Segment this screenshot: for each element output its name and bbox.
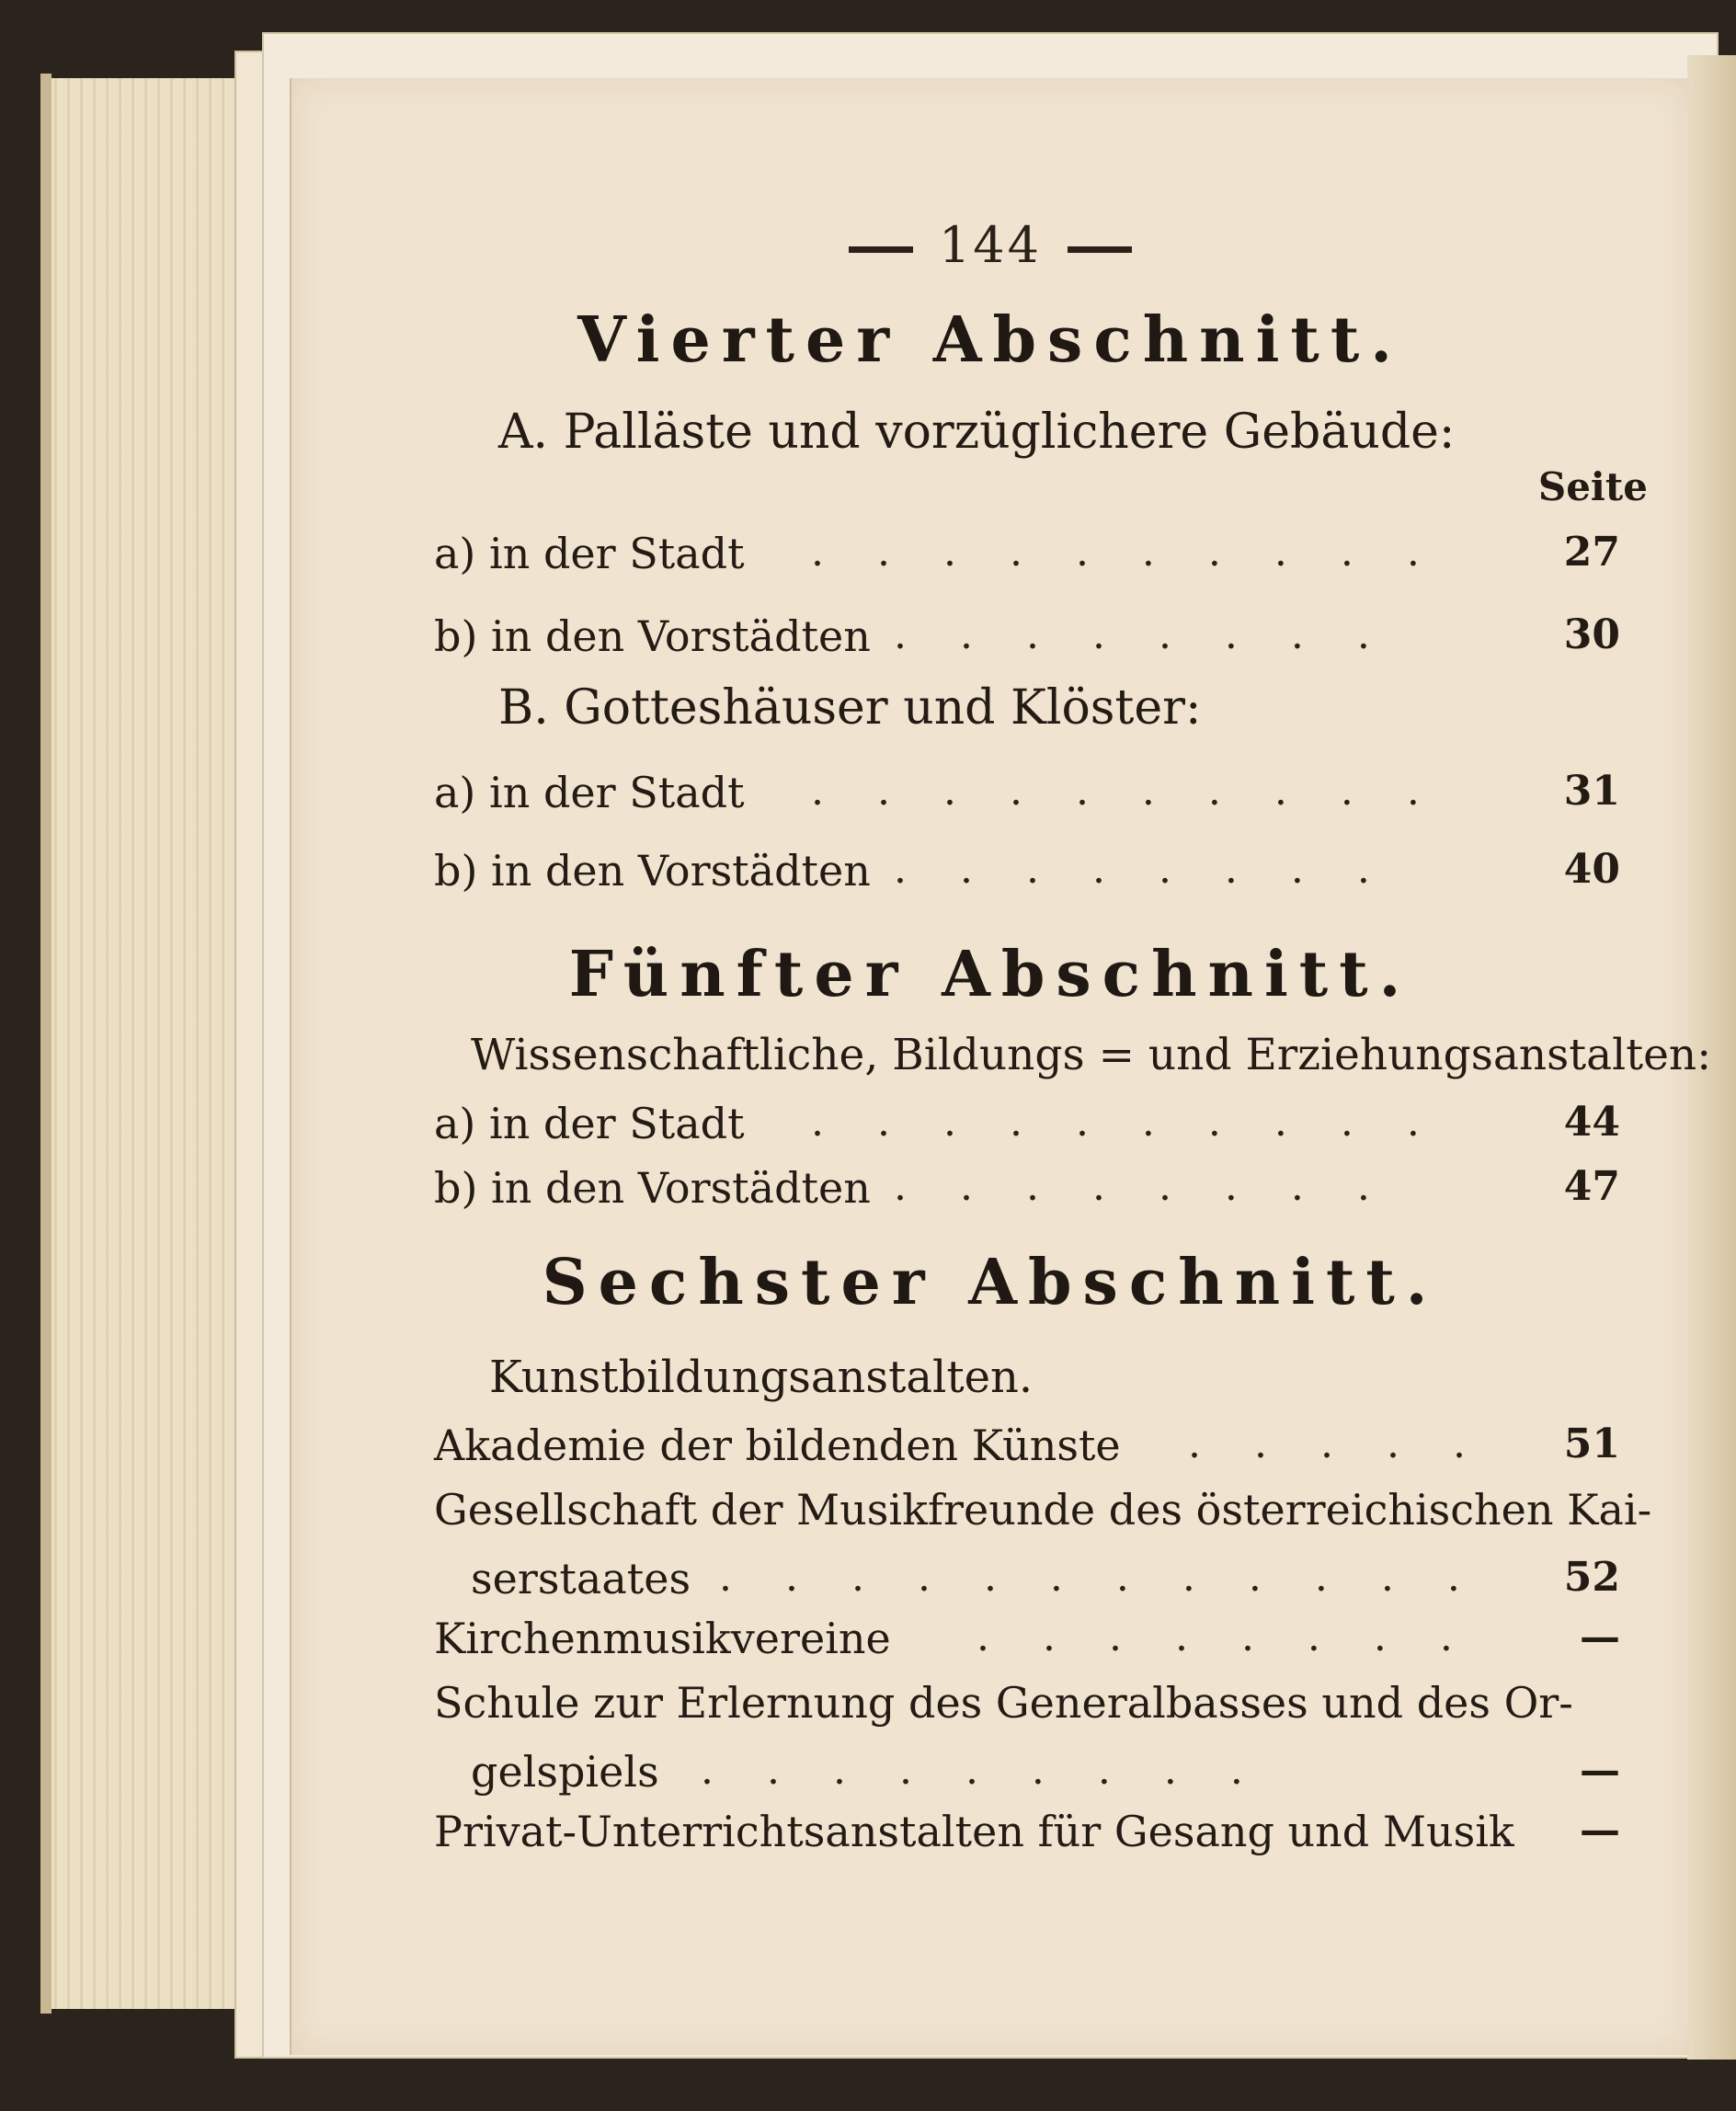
toc-entry: a) in der Stadt .......... 44 [434, 1099, 1620, 1148]
toc-entry: Gesellschaft der Musikfreunde des österreichischen Kai- [434, 1485, 1652, 1535]
page-number-text: 144 [938, 216, 1043, 274]
seite-label: Seite [1537, 464, 1648, 509]
toc-entry: Schule zur Erlernung des Generalbasses und des Or- [434, 1678, 1573, 1728]
toc-entry: Akademie der bildenden Künste ..... 51 [434, 1421, 1620, 1470]
heading-fuenfter-abschnitt: Fünfter Abschnitt. [568, 938, 1412, 1011]
subheading-a-palaeste: A. Palläste und vorzüglichere Gebäude: [498, 405, 1456, 460]
toc-entry: b) in den Vorstädten ........ 40 [434, 846, 1620, 896]
heading-vierter-abschnitt: Vierter Abschnitt. [577, 303, 1403, 377]
toc-entry: Privat-Unterrichtsanstalten für Gesang und Musik . — [434, 1807, 1620, 1856]
toc-entry: a) in der Stadt .......... 31 [434, 768, 1620, 817]
toc-entry: gelspiels ......... — [471, 1747, 1620, 1797]
subheading-kunstbildungsanstalten: Kunstbildungsanstalten. [489, 1352, 1034, 1403]
toc-entry: Kirchenmusikvereine ........ — [434, 1614, 1620, 1663]
dash-left [849, 246, 913, 253]
toc-entry: b) in den Vorstädten ........ 47 [434, 1163, 1620, 1213]
toc-entry: b) in den Vorstädten ........ 30 [434, 611, 1620, 661]
subheading-wissenschaftliche: Wissenschaftliche, Bildungs = und Erziehungsanstalten: [471, 1030, 1712, 1080]
heading-sechster-abschnitt: Sechster Abschnitt. [542, 1246, 1439, 1319]
page-number [291, 216, 1689, 274]
toc-entry: serstaates ............ 52 [471, 1554, 1620, 1603]
book-page [290, 78, 1712, 2055]
subheading-b-gotteshaeuser: B. Gotteshäuser und Klöster: [498, 680, 1202, 736]
dash-right [1068, 246, 1132, 253]
toc-entry: a) in der Stadt .......... 27 [434, 529, 1620, 578]
